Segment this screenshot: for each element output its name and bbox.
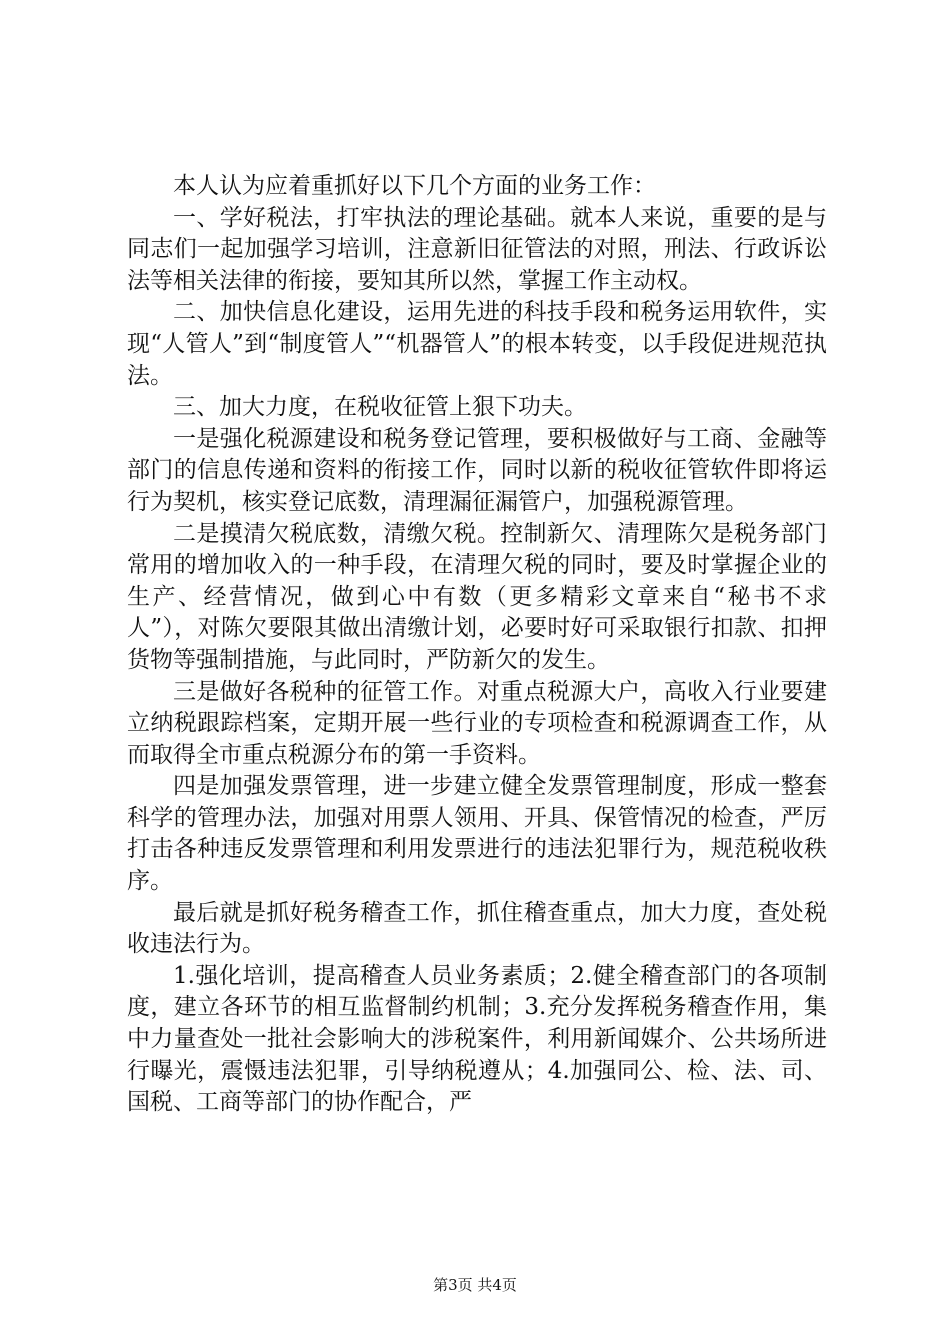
- page-footer: 第3页 共4页: [433, 1276, 517, 1294]
- paragraph-point-2: 二、加快信息化建设，运用先进的科技手段和税务运用软件，实现“人管人”到“制度管人”“机器管人”的根本转变，以手段促进规范执法。: [127, 299, 827, 389]
- paragraph-point-1: 一、学好税法，打牢执法的理论基础。就本人来说，重要的是与同志们一起加强学习培训，注意新旧征管法的对照，刑法、行政诉讼法等相关法律的衔接，要知其所以然，掌握工作主动权。: [127, 204, 827, 294]
- paragraph-subpoint-2: 二是摸清欠税底数，清缴欠税。控制新欠、清理陈欠是税务部门常用的增加收入的一种手段，在清理欠税的同时，要及时掌握企业的生产、经营情况，做到心中有数（更多精彩文章来自“秘书不求人”），对陈欠要限其做出清缴计划，必要时好可采取银行扣款、扣押货物等强制措施，与此同时，严防新欠的发生。: [127, 520, 827, 673]
- paragraph-point-3: 三、加大力度，在税收征管上狠下功夫。: [173, 394, 587, 421]
- paragraph-intro: 本人认为应着重抓好以下几个方面的业务工作：: [173, 173, 656, 199]
- paragraph-subpoint-3: 三是做好各税种的征管工作。对重点税源大户，高收入行业要建立纳税跟踪档案，定期开展一些行业的专项检查和税源调查工作，从而取得全市重点税源分布的第一手资料。: [127, 678, 827, 768]
- paragraph-subpoint-4: 四是加强发票管理，进一步建立健全发票管理制度，形成一整套科学的管理办法，加强对用票人领用、开具、保管情况的检查，严厉打击各种违反发票管理和利用发票进行的违法犯罪行为，规范税收秩序。: [127, 773, 827, 895]
- paragraph-subpoint-1: 一是强化税源建设和税务登记管理，要积极做好与工商、金融等部门的信息传递和资料的衔接工作，同时以新的税收征管软件即将运行为契机，核实登记底数，清理漏征漏管户，加强税源管理。: [127, 425, 827, 515]
- paragraph-measures: 1.强化培训，提高稽查人员业务素质；2.健全稽查部门的各项制度，建立各环节的相互监督制约机制；3.充分发挥税务稽查作用，集中力量查处一批社会影响大的涉税案件，利用新闻媒介、公共场所进行曝光，震慑违法犯罪，引导纳税遵从；4.加强同公、检、法、司、国税、工商等部门的协作配合，严: [127, 962, 827, 1116]
- document-body: [127, 171, 827, 1119]
- paragraph-final: 最后就是抓好税务稽查工作，抓住稽查重点，加大力度，查处税收违法行为。: [127, 899, 827, 958]
